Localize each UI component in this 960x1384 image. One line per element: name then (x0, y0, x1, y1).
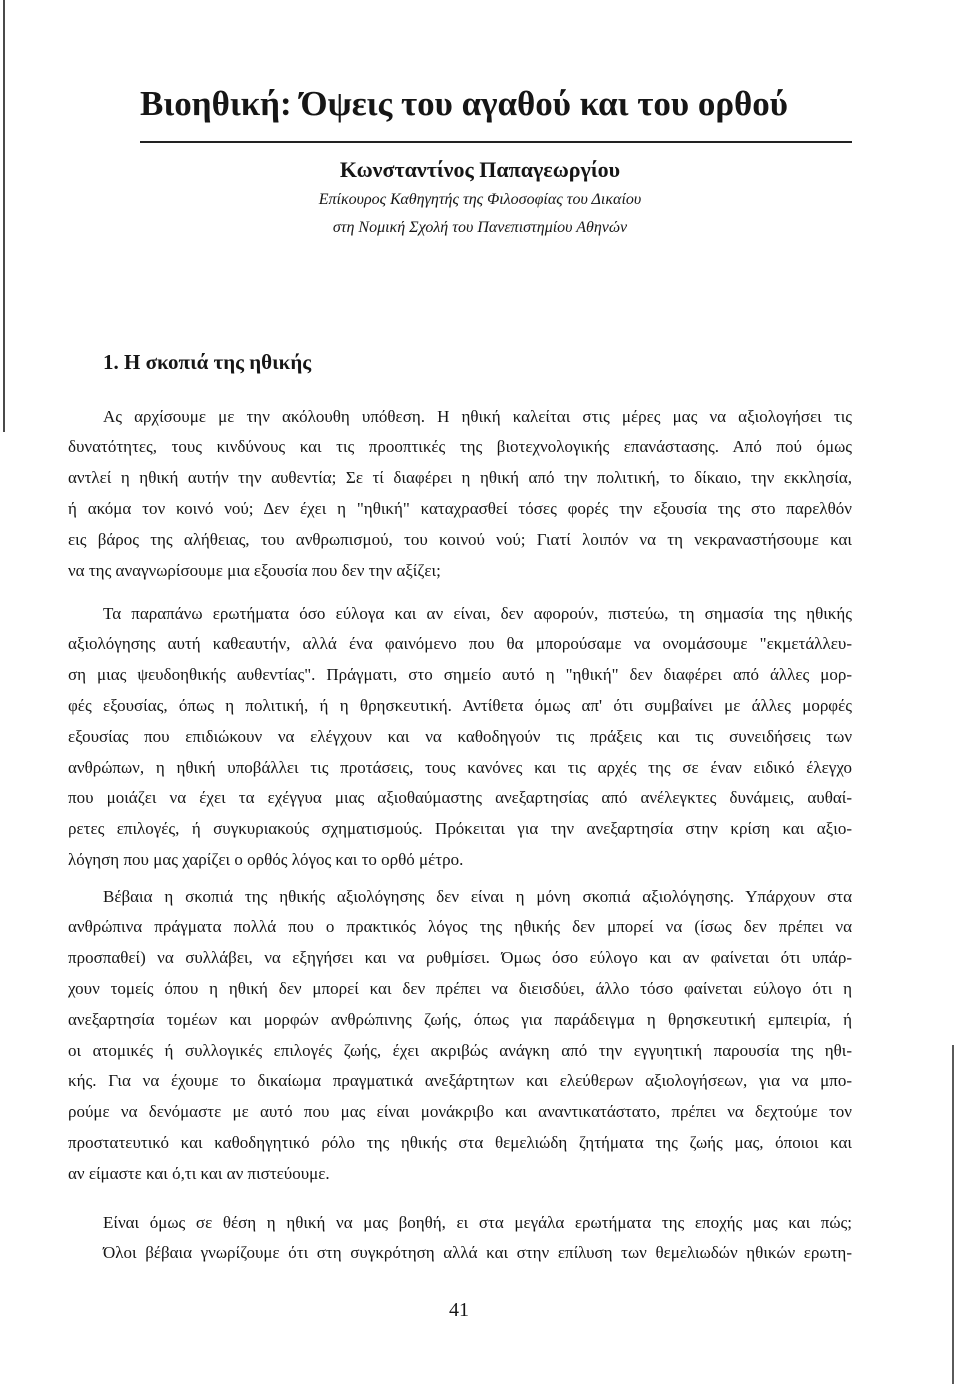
text-line: να της αναγνωρίσουμε μια εξουσία που δεν την αξίζει; (68, 560, 441, 580)
text-line: Είναι όμως σε θέση η ηθική να μας βοηθή, ει στα μεγάλα ερωτήματα της εποχής μας και πώς; (103, 1212, 852, 1232)
text-line: αντλεί η ηθική αυτήν την αυθεντία; Σε τί διαφέρει η ηθική από την πολιτική, το δίκαιο, την εκκλησία, (68, 468, 852, 488)
text-line: ανεξαρτησία τομέων και μορφών ανθρώπινης ζωής, όπως για παράδειγμα η θρησκευτική εμπειρία, ή (68, 1009, 852, 1029)
author-affiliation-line: στη Νομική Σχολή του Πανεπιστημίου Αθηνών (332, 219, 628, 236)
text-line: προστατευτικό και καθοδηγητικό ρόλο της ηθικής στα θεμελιώδη ζητήματα της ζωής μας, όποιοι και (68, 1132, 852, 1152)
title-rule (140, 141, 852, 143)
text-line: ση μιας ψευδοηθικής αυθεντίας". Πράγματι, στο σημείο αυτό η "ηθική" δεν διαφέρει από άλλες μορ- (68, 665, 852, 685)
text-line: λόγηση που μας χαρίζει ο ορθός λόγος και το ορθό μέτρο. (68, 849, 464, 869)
text-line: αν είμαστε και ό,τι και αν πιστεύουμε. (68, 1163, 330, 1183)
text-line: ανθρώπινα πράγματα πολλά που ο πρακτικός λόγος της ηθικής δεν μπορεί να (ίσως δεν πρέπει να (68, 917, 852, 937)
author-name: Κωνσταντίνος Παπαγεωργίου (339, 157, 621, 182)
text-line: οι ατομικές ή συλλογικές επιλογές ζωής, έχει ακριβώς ανάγκη από την εγγυητική παρουσία της ηθι- (68, 1040, 852, 1060)
text-line: ανθρώπων, η ηθική υποβάλλει τις προτάσεις, τους κανόνες και τις αρχές της σε έναν ειδικό έλεγχο (68, 757, 852, 777)
paragraph (68, 882, 852, 1190)
article-title: Βιοηθική: Όψεις του αγαθού και του ορθού (140, 84, 788, 123)
text-line: φές εξουσίας, όπως η πολιτική, ή η θρησκευτική. Αντίθετα όμως απ' ότι συμβαίνει με άλλες μορφές (68, 695, 852, 715)
text-line: Βέβαια η σκοπιά της ηθικής αξιολόγησης δεν είναι η μόνη σκοπιά αξιολόγησης. Υπάρχουν στα (103, 886, 852, 906)
text-line: ρούμε να δενόμαστε με αυτό που μας είναι μονάκριβο και αναντικατάστατο, πρέπει να δεχτούμε τον (68, 1102, 852, 1122)
text-line: Όλοι βέβαια γνωρίζουμε ότι στη συγκρότηση αλλά και στην επίλυση των θεμελιωδών ηθικών ερωτη- (103, 1243, 852, 1263)
text-line: χουν τομείς όπου η ηθική δεν μπορεί και δεν πρέπει να διεισδύει, άλλο τόσο φαίνεται εύλογο ότι η (68, 978, 852, 998)
text-line: εξουσίας που επιδιώκουν να ελέγχουν και να καθοδηγούν τις πράξεις και τις συνειδήσεις των (68, 726, 852, 746)
text-line: κής. Για να έχουμε το δικαίωμα πραγματικά ανεξάρτητων και ελεύθερων αξιολογήσεων, για να μπο- (68, 1071, 852, 1091)
scan-edge-line-right (952, 1045, 954, 1384)
text-line: ρετες επιλογές, ή συγκυριακούς σχηματισμούς. Πρόκειται για την ανεξαρτησία στην κρίση και αξιο- (68, 819, 852, 839)
paragraph (68, 402, 852, 587)
text-line: που μοιάζει να έχει τα εχέγγυα μιας αξιοθαύμαστης ανεξαρτησίας από ανέλεγκτες δυνάμεις, αυθαί- (68, 788, 852, 808)
text-line: προσπαθεί) να συλλάβει, να εξηγήσει και να ρυθμίσει. Όμως όσο εύλογο και αν φαίνεται ότι υπάρ- (68, 948, 852, 968)
text-line: Τα παραπάνω ερωτήματα όσο εύλογα και αν είναι, δεν αφορούν, πιστεύω, τη σημασία της ηθικής (103, 603, 852, 623)
section-heading: 1. Η σκοπιά της ηθικής (103, 350, 312, 374)
text-line: δυνατότητες, τους κινδύνους και τις προοπτικές της βιοτεχνολογικής επανάστασης. Από πού όμως (68, 437, 852, 457)
text-line: Ας αρχίσουμε με την ακόλουθη υπόθεση. Η ηθική καλείται στις μέρες μας να αξιολογήσει τις (103, 406, 852, 426)
author-affiliation-line: Επίκουρος Καθηγητής της Φιλοσοφίας του Δικαίου (318, 191, 642, 208)
paragraph (68, 599, 852, 876)
page-number: 41 (449, 1299, 469, 1321)
text-line: εις βάρος της αλήθειας, του ανθρωπισμού, του κοινού νού; Γιατί λοιπόν να τη νεκραναστήσουμε και (68, 529, 852, 549)
text-line: ή ακόμα τον κοινό νού; Δεν έχει η "ηθική" καταχρασθεί τόσες φορές την εξουσία της στο παρελθόν (68, 498, 852, 518)
text-line: αξιολόγησης αυτή καθεαυτήν, αλλά ένα φαινόμενο που θα μπορούσαμε να ονομάσουμε "εκμετάλλευ- (68, 634, 852, 654)
scan-edge-line-left (3, 0, 5, 432)
paragraph (68, 1208, 852, 1270)
